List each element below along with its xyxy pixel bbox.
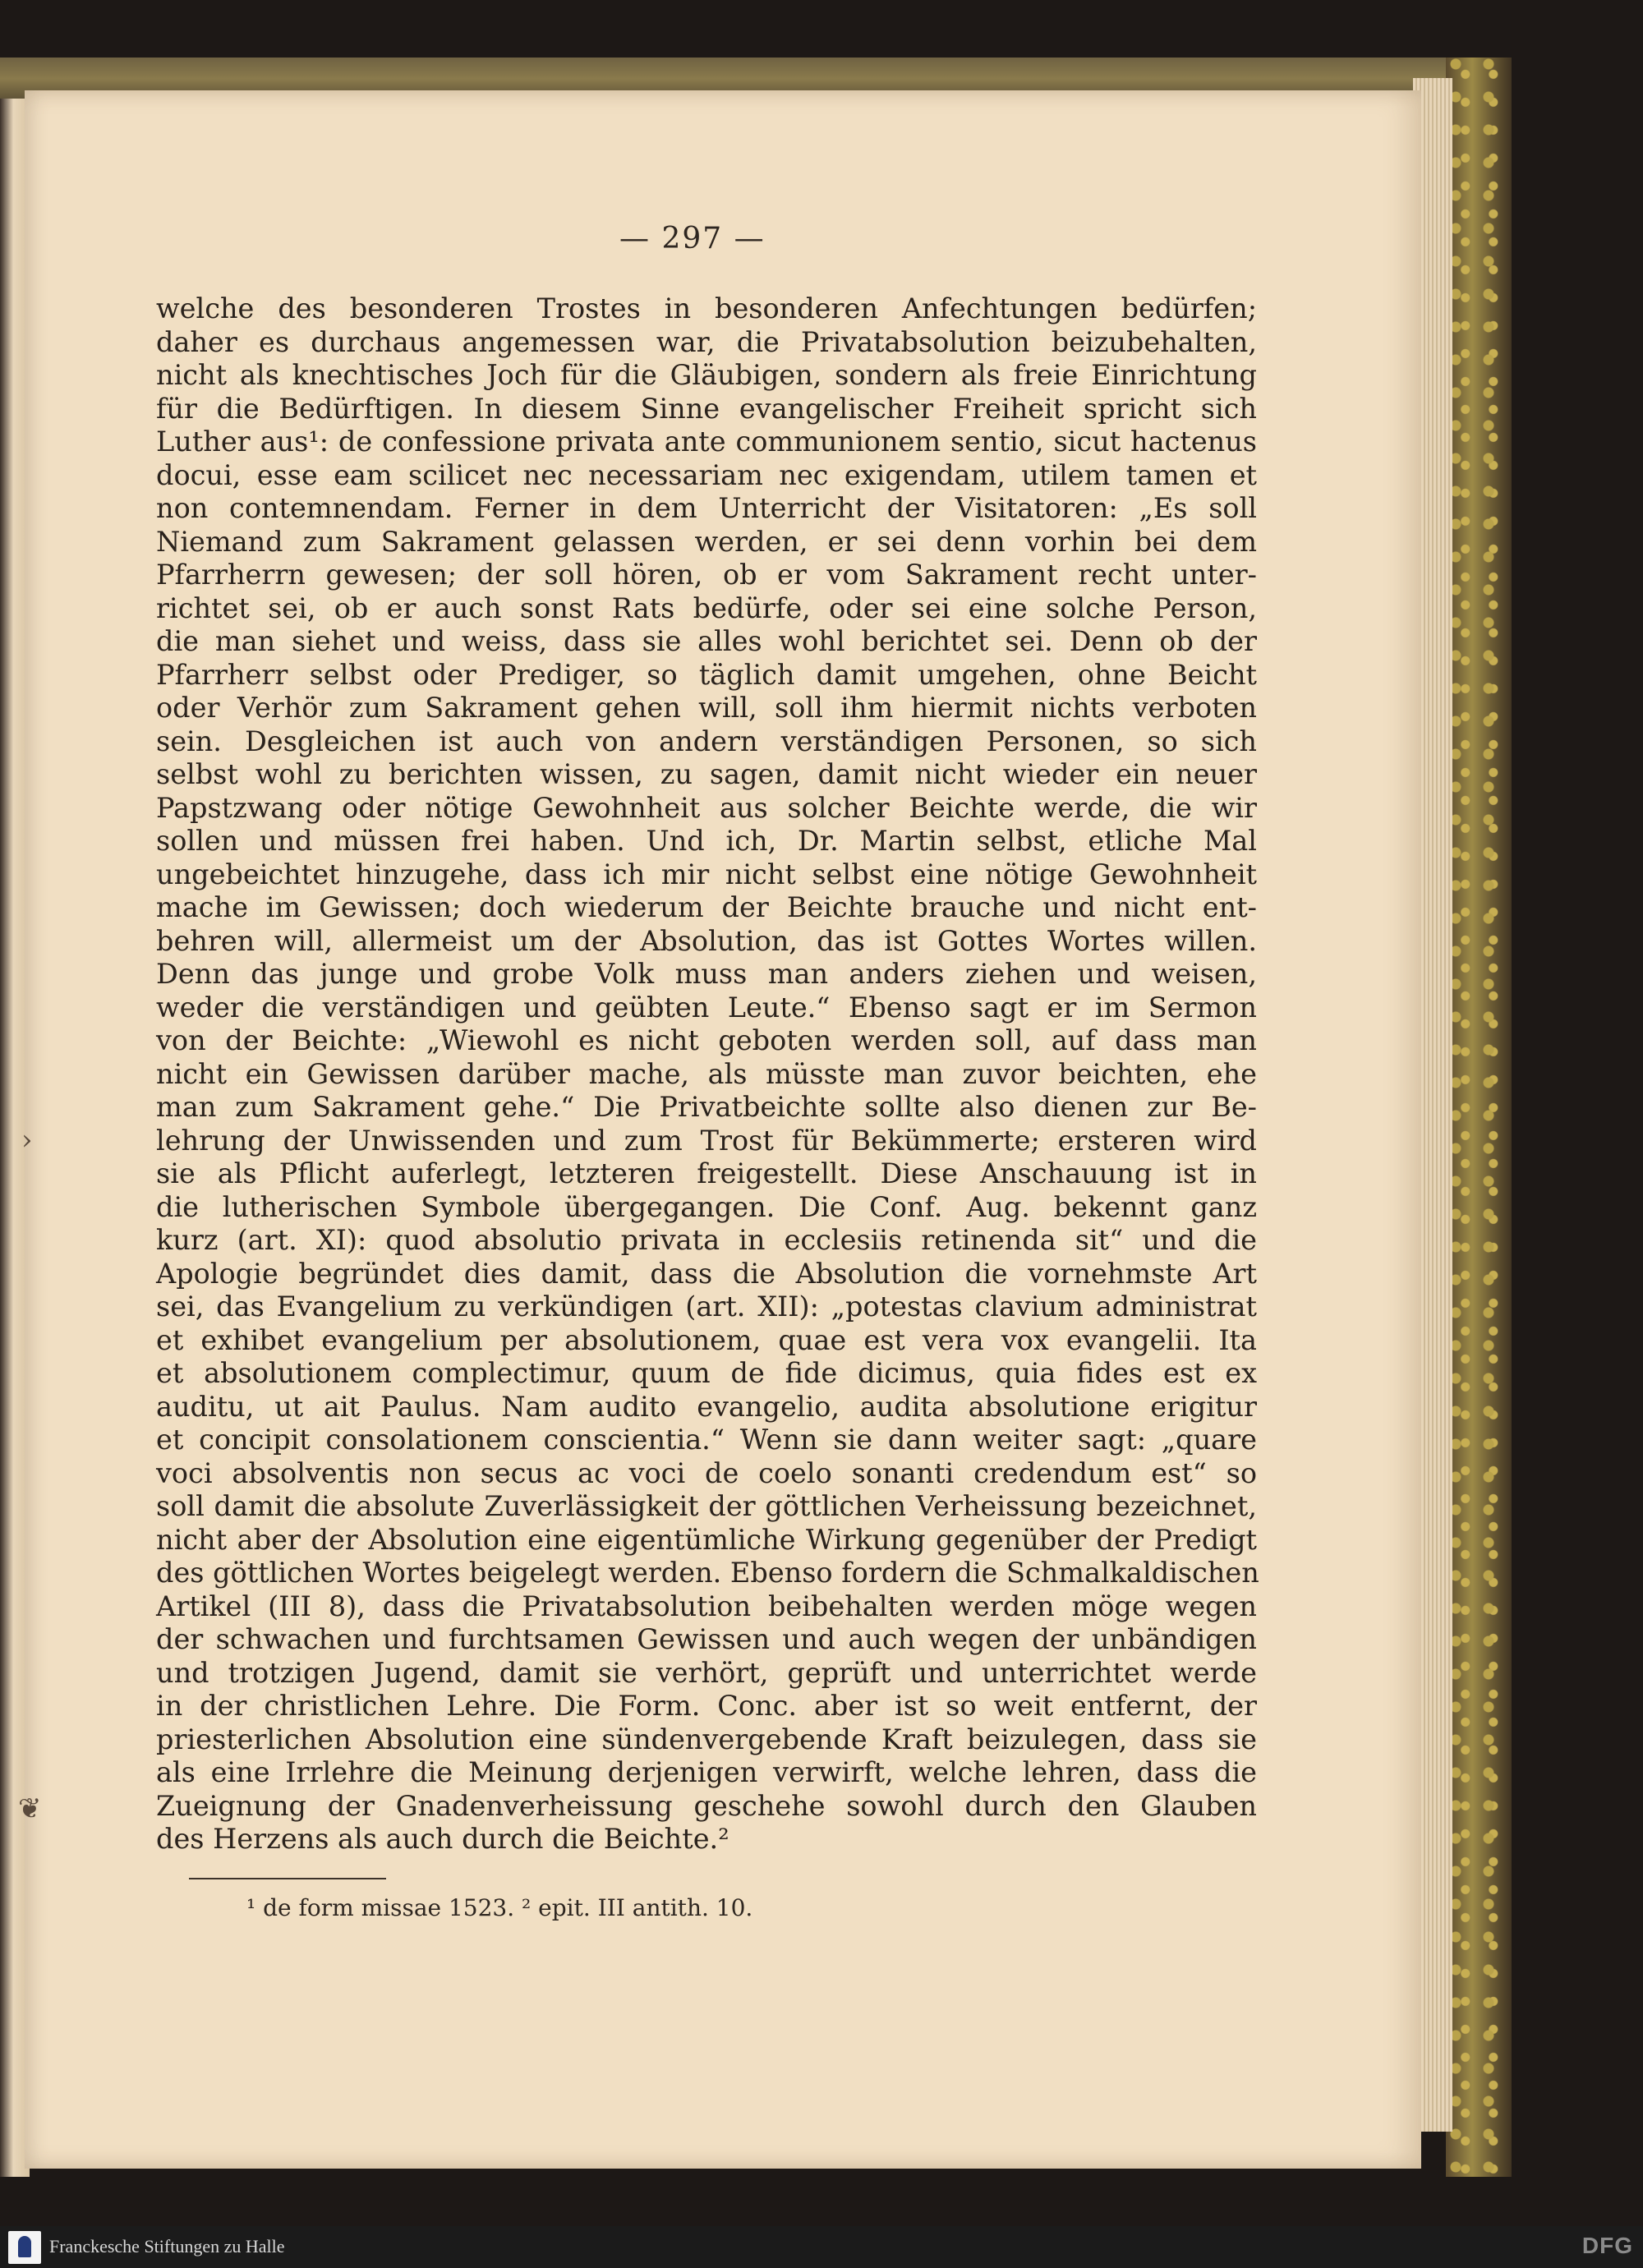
institution-logo (8, 2231, 41, 2264)
text-line: des Herzens als auch durch die Beichte.² (156, 1823, 729, 1855)
text-line: docui, esse eam scilicet nec necessariam nec exigendam, utilem tamen et (156, 458, 1257, 491)
text-line: soll damit die absolute Zuverlässigkeit der göttlichen Verheissung bezeichnet, (156, 1490, 1257, 1522)
text-line: Apologie begründet dies damit, dass die Absolution die vornehmste Art (156, 1257, 1257, 1290)
text-line: Zueignung der Gnadenverheissung geschehe sowohl durch den Glauben (156, 1789, 1257, 1822)
text-line: Papstzwang oder nötige Gewohnheit aus solcher Beichte werde, die wir (156, 791, 1257, 824)
text-line: Pfarrherr selbst oder Prediger, so täglich damit umgehen, ohne Beicht (156, 658, 1257, 691)
text-line: selbst wohl zu berichten wissen, zu sagen, damit nicht wieder ein neuer (156, 758, 1257, 790)
text-line: priesterlichen Absolution eine sündenvergebende Kraft beizulegen, dass sie (156, 1723, 1257, 1755)
text-line: welche des besonderen Trostes in besonderen Anfechtungen bedürfen; (156, 292, 1257, 324)
text-line: Luther aus¹: de confessione privata ante communionem sentio, sicut hactenus (156, 426, 1257, 458)
footnote-divider (189, 1878, 386, 1879)
margin-ornament-icon: ❦ (18, 1792, 42, 1825)
text-line: Artikel (III 8), dass die Privatabsolution beibehalten werden möge wegen (156, 1589, 1257, 1622)
text-line: sei, das Evangelium zu verkündigen (art. XII): „potestas clavium administrat (156, 1290, 1257, 1323)
text-line: et exhibet evangelium per absolutionem, quae est vera vox evangelii. Ita (156, 1323, 1257, 1356)
text-line: als eine Irrlehre die Meinung derjenigen verwirft, welche lehren, dass die (156, 1756, 1257, 1788)
text-line: Pfarrherrn gewesen; der soll hören, ob er vom Sakrament recht unter- (156, 559, 1257, 591)
book-page (25, 90, 1421, 2169)
text-line: lehrung der Unwissenden und zum Trost für Bekümmerte; ersteren wird (156, 1124, 1257, 1157)
text-line: et concipit consolationem conscientia.“ Wenn sie dann weiter sagt: „quare (156, 1424, 1257, 1456)
text-line: nicht aber der Absolution eine eigentümliche Wirkung gegenüber der Predigt (156, 1523, 1257, 1556)
text-line: kurz (art. XI): quod absolutio privata in ecclesiis retinenda sit“ und die (156, 1224, 1257, 1256)
text-line: sollen und müssen frei haben. Und ich, Dr. Martin selbst, etliche Mal (156, 825, 1257, 857)
text-line: die man siehet und weiss, dass sie alles wohl berichtet sei. Denn ob der (156, 625, 1257, 657)
dfg-logo: DFG (1581, 2233, 1633, 2258)
text-line: von der Beichte: „Wiewohl es nicht geboten werden soll, auf dass man (156, 1024, 1257, 1056)
text-line: richtet sei, ob er auch sonst Rats bedürfe, oder sei eine solche Person, (156, 591, 1257, 624)
page-body-text (156, 292, 1257, 1856)
text-line: ungebeichtet hinzugehe, dass ich mir nicht selbst eine nötige Gewohnheit (156, 858, 1257, 890)
text-line: sein. Desgleichen ist auch von andern verständigen Personen, so sich (156, 725, 1257, 757)
text-line: Niemand zum Sakrament gelassen werden, er sei denn vorhin bei dem (156, 525, 1257, 558)
text-line: oder Verhör zum Sakrament gehen will, soll ihm hiermit nichts verboten (156, 692, 1257, 724)
text-line: für die Bedürftigen. In diesem Sinne evangelischer Freiheit spricht sich (156, 392, 1257, 425)
text-line: und trotzigen Jugend, damit sie verhört, geprüft und unterrichtet werde (156, 1656, 1257, 1689)
text-line: non contemnendam. Ferner in dem Unterricht der Visitatoren: „Es soll (156, 492, 1257, 524)
text-line: die lutherischen Symbole übergegangen. Die Conf. Aug. bekennt ganz (156, 1190, 1257, 1223)
text-line: man zum Sakrament gehe.“ Die Privatbeichte sollte also dienen zur Be- (156, 1091, 1257, 1123)
text-line: der schwachen und furchtsamen Gewissen und auch wegen der unbändigen (156, 1623, 1257, 1655)
text-line: sie als Pflicht auferlegt, letzteren freigestellt. Diese Anschauung ist in (156, 1157, 1257, 1189)
page-number: — 297 — (619, 222, 766, 255)
institution-name: Franckesche Stiftungen zu Halle (49, 2236, 285, 2256)
text-line: daher es durchaus angemessen war, die Privatabsolution beizubehalten, (156, 325, 1257, 358)
footnotes: ¹ de form missae 1523. ² epit. III antith. 10. (246, 1894, 753, 1921)
text-line: weder die verständigen und geübten Leute.“ Ebenso sagt er im Sermon (156, 991, 1257, 1024)
text-line: nicht als knechtisches Joch für die Gläubigen, sondern als freie Einrichtung (156, 359, 1257, 391)
text-line: et absolutionem complectimur, quum de fide dicimus, quia fides est ex (156, 1357, 1257, 1389)
text-line: mache im Gewissen; doch wiederum der Beichte brauche und nicht ent- (156, 891, 1257, 923)
margin-arrow-icon: › (21, 1124, 33, 1157)
text-line: nicht ein Gewissen darüber mache, als müsste man zuvor beichten, ehe (156, 1057, 1257, 1090)
text-line: Denn das junge und grobe Volk muss man anders ziehen und weisen, (156, 958, 1257, 990)
text-line: des göttlichen Wortes beigelegt werden. Ebenso fordern die Schmalkaldischen (156, 1557, 1259, 1589)
text-line: auditu, ut ait Paulus. Nam audito evangelio, audita absolutione erigitur (156, 1390, 1257, 1423)
text-line: in der christlichen Lehre. Die Form. Conc. aber ist so weit entfernt, der (156, 1690, 1257, 1722)
text-line: voci absolventis non secus ac voci de coelo sonanti credendum est“ so (156, 1456, 1257, 1489)
text-line: behren will, allermeist um der Absolution, das ist Gottes Wortes willen. (156, 924, 1257, 957)
book-cover-right-edge (1446, 58, 1512, 2177)
